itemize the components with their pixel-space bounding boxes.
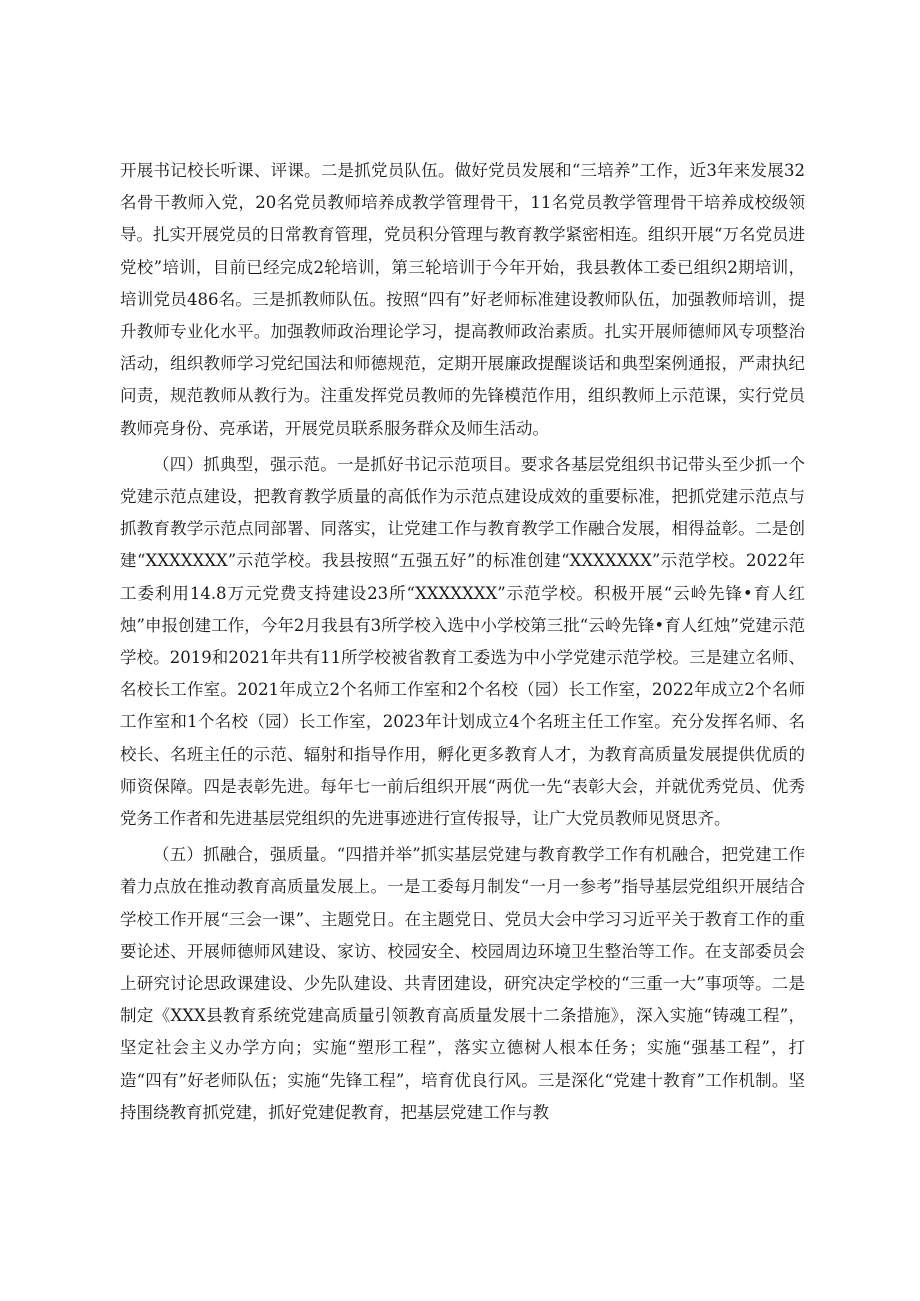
- body-paragraph-3-section-five: （五）抓融合，强质量。“四措并举”抓实基层党建与教育教学工作有机融合，把党建工作着力点放在推动教育高质量发展上。一是工委每月制发“一月一参考”指导基层党组织开展结合学校工作开展“三会一课”、主题党日。在主题党日、党员大会中学习习近平关于教育工作的重要论述、开展师德师风建设、家访、校园安全、校园周边环境卫生整治等工作。在支部委员会上研究讨论思政课建设、少先队建设、共青团建设，研究决定学校的“三重一大”事项等。二是制定《XXX县教育系统党建高质量引领教育高质量发展十二条措施》，深入实施“铸魂工程”，坚定社会主义办学方向；实施“塑形工程”，落实立德树人根本任务；实施“强基工程”，打造“四有”好老师队伍；实施“先锋工程”，培育优良行风。三是深化“党建十教育”工作机制。坚持围绕教育抓党建，抓好党建促教育，把基层党建工作与教: [120, 845, 805, 1122]
- document-page: [120, 155, 805, 1133]
- body-paragraph-2-section-four: （四）抓典型，强示范。一是抓好书记示范项目。要求各基层党组织书记带头至少抓一个党建示范点建设，把教育教学质量的高低作为示范点建设成效的重要标准，把抓党建示范点与抓教育教学示范点同部署、同落实，让党建工作与教育教学工作融合发展，相得益彰。二是创建“XXXXXXX”示范学校。我县按照“五强五好”的标准创建“XXXXXXX”示范学校。2022年工委利用14.8万元党费支持建设23所“XXXXXXX”示范学校。积极开展“云岭先锋•育人红烛”申报创建工作，今年2月我县有3所学校入选中小学校第三批“云岭先锋•育人红烛”党建示范学校。2019和2021年共有11所学校被省教育工委选为中小学党建示范学校。三是建立名师、名校长工作室。2021年成立2个名师工作室和2个名校（园）长工作室，2022年成立2个名师工作室和1个名校（园）长工作室，2023年计划成立4个名班主任工作室。充分发挥名师、名校长、名班主任的示范、辐射和指导作用，孵化更多教育人才，为教育高质量发展提供优质的师资保障。四是表彰先进。每年七一前后组织开展“两优一先“表彰大会，并就优秀党员、优秀党务工作者和先进基层党组织的先进事迹进行宣传报导，让广大党员教师见贤思齐。: [120, 454, 805, 829]
- body-paragraph-1: 开展书记校长听课、评课。二是抓党员队伍。做好党员发展和“三培养”工作，近3年来发展32名骨干教师入党，20名党员教师培养成教学管理骨干，11名党员教学管理骨干培养成校级领导。扎实开展党员的日常教育管理，党员积分管理与教育教学紧密相连。组织开展“万名党员进党校”培训，目前已经完成2轮培训，第三轮培训于今年开始，我县教体工委已组织2期培训，培训党员486名。三是抓教师队伍。按照“四有”好老师标准建设教师队伍，加强教师培训，提升教师专业化水平。加强教师政治理论学习，提高教师政治素质。扎实开展师德师风专项整治活动，组织教师学习党纪国法和师德规范，定期开展廉政提醒谈话和典型案例通报，严肃执纪问责，规范教师从教行为。注重发挥党员教师的先锋模范作用，组织教师上示范课，实行党员教师亮身份、亮承诺，开展党员联系服务群众及师生活动。: [120, 161, 805, 438]
